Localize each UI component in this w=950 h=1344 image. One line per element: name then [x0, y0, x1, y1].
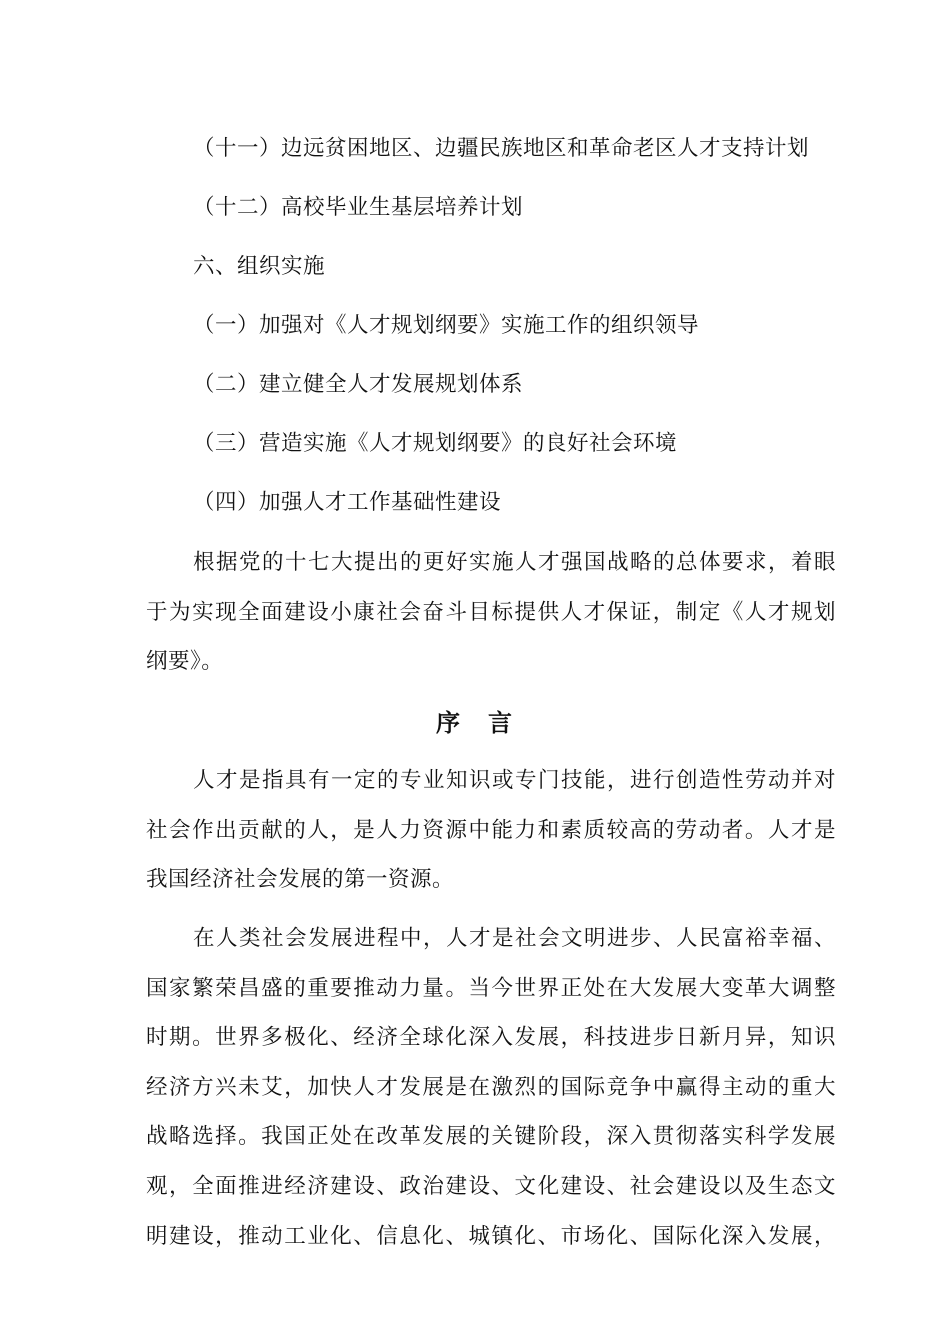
intro-paragraph — [146, 548, 836, 697]
paragraph-line: 明建设，推动工业化、信息化、城镇化、市场化、国际化深入发展， — [146, 1223, 836, 1249]
toc-section-6: 六、组织实施 — [193, 254, 326, 279]
toc-sub-1: （一）加强对《人才规划纲要》实施工作的组织领导 — [193, 313, 700, 338]
preface-title: 序 言 — [436, 708, 514, 737]
toc-sub-2: （二）建立健全人才发展规划体系 — [193, 372, 524, 397]
paragraph-line: 观，全面推进经济建设、政治建设、文化建设、社会建设以及生态文 — [146, 1173, 836, 1199]
paragraph-line: 在人类社会发展进程中，人才是社会文明进步、人民富裕幸福、 — [193, 926, 836, 951]
paragraph-line: 社会作出贡献的人，是人力资源中能力和素质较高的劳动者。人才是 — [146, 817, 836, 843]
toc-sub-4: （四）加强人才工作基础性建设 — [193, 490, 502, 515]
paragraph-line: 时期。世界多极化、经济全球化深入发展，科技进步日新月异，知识 — [146, 1025, 836, 1051]
paragraph-line: 经济方兴未艾，加快人才发展是在激烈的国际竞争中赢得主动的重大 — [146, 1074, 836, 1100]
paragraph-line: 战略选择。我国正处在改革发展的关键阶段，深入贯彻落实科学发展 — [146, 1124, 836, 1150]
intro-line: 纲要》。 — [146, 649, 224, 675]
preface-paragraph-2 — [146, 924, 836, 1271]
intro-line: 根据党的十七大提出的更好实施人才强国战略的总体要求，着眼 — [193, 550, 836, 575]
paragraph-line: 人才是指具有一定的专业知识或专门技能，进行创造性劳动并对 — [193, 768, 836, 793]
intro-line: 于为实现全面建设小康社会奋斗目标提供人才保证，制定《人才规划 — [146, 599, 836, 625]
preface-paragraph-1 — [146, 766, 836, 915]
paragraph-line: 国家繁荣昌盛的重要推动力量。当今世界正处在大发展大变革大调整 — [146, 975, 836, 1001]
paragraph-line: 我国经济社会发展的第一资源。 — [146, 867, 455, 893]
toc-item-11: （十一）边远贫困地区、边疆民族地区和革命老区人才支持计划 — [193, 136, 810, 161]
toc-item-12: （十二）高校毕业生基层培养计划 — [193, 195, 524, 220]
toc-sub-3: （三）营造实施《人才规划纲要》的良好社会环境 — [193, 431, 678, 456]
